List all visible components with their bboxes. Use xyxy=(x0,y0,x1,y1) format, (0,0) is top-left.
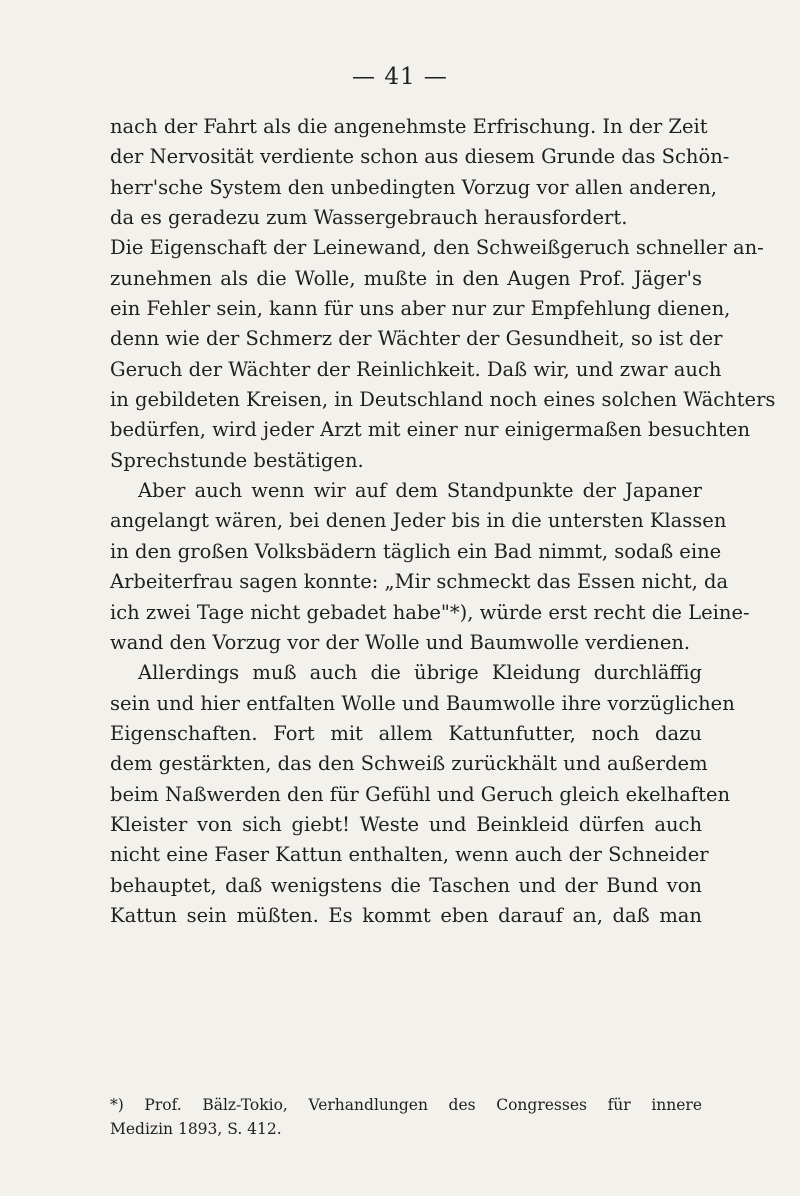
text-line: Kleister von sich giebt! Weste und Beinkleid dürfen auch xyxy=(110,812,702,836)
text-line: der Nervosität verdiente schon aus diesem Grunde das Schön- xyxy=(110,145,730,169)
text-line: denn wie der Schmerz der Wächter der Gesundheit, so ist der xyxy=(110,327,723,351)
footnote-line: *) Prof. Bälz-Tokio, Verhandlungen des Congresses für innere xyxy=(110,1096,702,1114)
text-line: bedürfen, wird jeder Arzt mit einer nur einigermaßen besuchten xyxy=(110,418,751,442)
text-line: Allerdings muß auch die übrige Kleidung durchläffig xyxy=(138,661,702,685)
footnote-line: Medizin 1893, S. 412. xyxy=(110,1120,282,1138)
text-line: in den großen Volksbädern täglich ein Bad nimmt, sodaß eine xyxy=(110,539,722,563)
text-line: angelangt wären, bei denen Jeder bis in die untersten Klassen xyxy=(110,509,727,533)
text-line: zunehmen als die Wolle, mußte in den Augen Prof. Jäger's xyxy=(110,266,702,290)
text-line: ich zwei Tage nicht gebadet habe"*), würde erst recht die Leine- xyxy=(110,600,750,624)
page-number: — 41 — xyxy=(352,64,448,90)
text-line: dem gestärkten, das den Schweiß zurückhält und außerdem xyxy=(110,752,708,776)
text-line: ein Fehler sein, kann für uns aber nur zur Empfehlung dienen, xyxy=(110,297,731,321)
text-line: nicht eine Faser Kattun enthalten, wenn auch der Schneider xyxy=(110,843,709,867)
text-line: Eigenschaften. Fort mit allem Kattunfutter, noch dazu xyxy=(110,721,702,745)
text-line: in gebildeten Kreisen, in Deutschland noch eines solchen Wächters xyxy=(110,388,776,412)
footnote xyxy=(110,1093,702,1141)
text-line: Kattun sein müßten. Es kommt eben darauf an, daß man xyxy=(110,903,702,927)
text-line: wand den Vorzug vor der Wolle und Baumwolle verdienen. xyxy=(110,630,691,654)
text-line: nach der Fahrt als die angenehmste Erfrischung. In der Zeit xyxy=(110,115,708,138)
text-line: behauptet, daß wenigstens die Taschen und der Bund von xyxy=(110,873,702,897)
text-line: sein und hier entfalten Wolle und Baumwolle ihre vorzüglichen xyxy=(110,691,735,715)
text-line: da es geradezu zum Wassergebrauch herausfordert. xyxy=(110,206,628,230)
body-text xyxy=(110,112,776,931)
text-line: Sprechstunde bestätigen. xyxy=(110,448,364,472)
text-line: Die Eigenschaft der Leinewand, den Schweißgeruch schneller an- xyxy=(110,236,764,260)
text-line: beim Naßwerden den für Gefühl und Geruch gleich ekelhaften xyxy=(110,782,731,806)
text-line: Geruch der Wächter der Reinlichkeit. Daß wir, und zwar auch xyxy=(110,357,722,381)
text-line: Aber auch wenn wir auf dem Standpunkte der Japaner xyxy=(138,479,702,503)
text-line: Arbeiterfrau sagen konnte: „Mir schmeckt das Essen nicht, da xyxy=(110,570,729,594)
text-line: herr'sche System den unbedingten Vorzug vor allen anderen, xyxy=(110,175,717,199)
